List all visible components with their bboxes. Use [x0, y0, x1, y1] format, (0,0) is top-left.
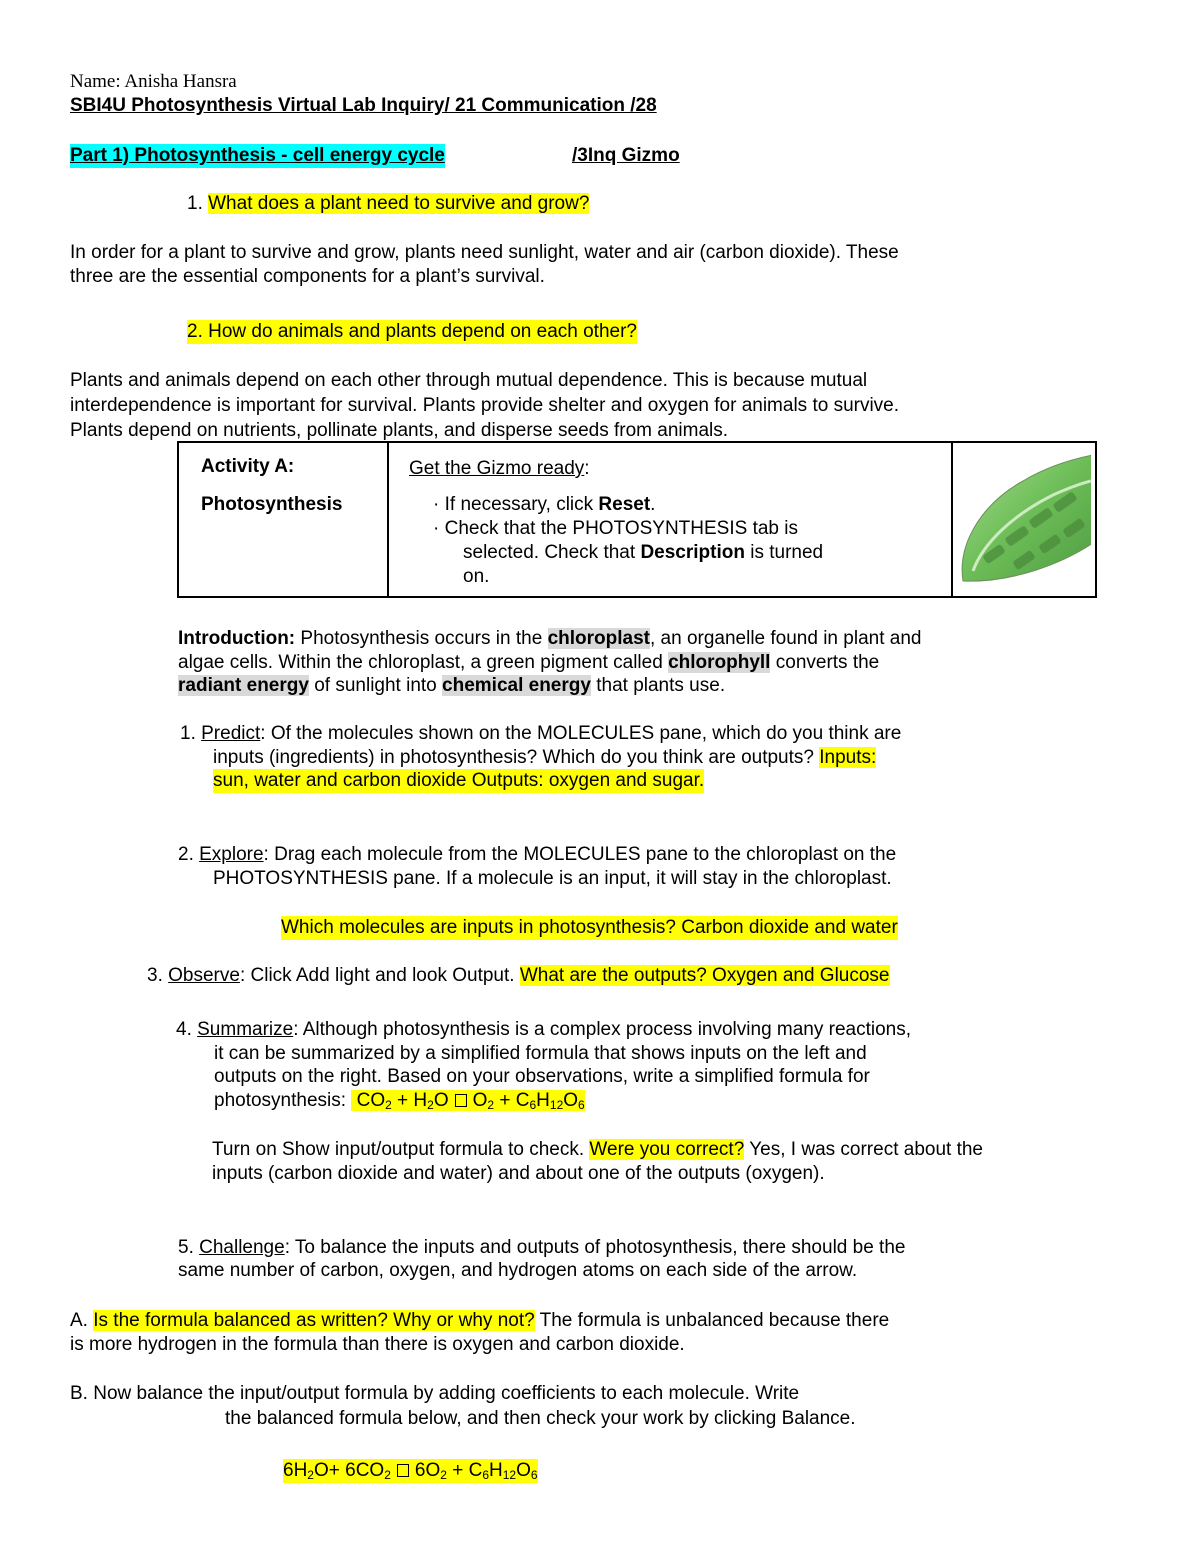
predict-line1: 1. Predict: Of the molecules shown on the MOLECULES pane, which do you think are [180, 723, 902, 744]
part1-marks: /3Inq Gizmo [572, 145, 680, 166]
summarize-line4: photosynthesis: $CO_2 + H_2O$ $O_2 + C_6H_{12}O_6$ [214, 1090, 585, 1112]
bullet-icon: · [433, 494, 440, 515]
activity-label: Activity A: [201, 456, 295, 477]
q1-number: 1. [187, 193, 209, 214]
get-ready-colon: : [584, 458, 590, 479]
term-chemical-energy: chemical energy [442, 675, 591, 696]
activity-label-cell [178, 442, 388, 597]
activity-image-cell [952, 442, 1096, 597]
challenge-line2: same number of carbon, oxygen, and hydrogen atoms on each side of the arrow. [178, 1260, 858, 1281]
chloroplast-image [953, 443, 1091, 593]
explore-label: Explore [199, 844, 264, 865]
answer-2-line1: Plants and animals depend on each other through mutual dependence. This is because mutual [70, 370, 868, 391]
answer-1-line2: three are the essential components for a plant’s survival. [70, 266, 545, 287]
simplified-formula: $CO_2 + H_2O$ $O_2 + C_6H_{12}O_6$ [351, 1090, 585, 1112]
summarize-label: Summarize [197, 1019, 294, 1040]
answer-2-line2: interdependence is important for survival. Plants provide shelter and oxygen for animals to survive. [70, 395, 900, 416]
arrow-icon [397, 1464, 409, 1477]
check-question: Were you correct? [589, 1139, 745, 1160]
q1-text: What does a plant need to survive and grow? [208, 193, 590, 214]
get-ready-heading [409, 457, 590, 481]
arrow-icon [455, 1094, 467, 1107]
step-2: · Check that the PHOTOSYNTHESIS tab is [433, 518, 799, 539]
balanced-formula: $6H_2O+ 6CO_2$ $6O_2 + C_6H_{12}O_6$ [283, 1460, 538, 1482]
summarize-line3: outputs on the right. Based on your observations, write a simplified formula for [214, 1066, 870, 1087]
answer-1-line1: In order for a plant to survive and grow, plants need sunlight, water and air (carbon dioxide). These [70, 242, 899, 263]
predict-answer: Inputs: [819, 747, 877, 768]
observe-label: Observe [168, 965, 240, 986]
part-b-line1: B. Now balance the input/output formula by adding coefficients to each molecule. Write [70, 1383, 800, 1404]
observe-answer: What are the outputs? Oxygen and Glucose [519, 965, 890, 986]
predict-answer-line2: sun, water and carbon dioxide Outputs: oxygen and sugar. [213, 770, 705, 791]
activity-table [177, 441, 1097, 598]
part-a-line2: is more hydrogen in the formula than there is oxygen and carbon dioxide. [70, 1334, 685, 1355]
activity-instructions-cell [388, 442, 952, 597]
intro-line1: Introduction: Photosynthesis occurs in the chloroplast, an organelle found in plant and [178, 628, 922, 649]
bullet-icon: · [433, 518, 440, 539]
question-1 [187, 192, 589, 216]
answer-2-line3: Plants depend on nutrients, pollinate plants, and disperse seeds from animals. [70, 420, 729, 441]
part1-heading: Part 1) Photosynthesis - cell energy cycle [70, 145, 445, 166]
step-2-end: on. [463, 566, 490, 587]
part-a-line1: A. Is the formula balanced as written? Why or why not? The formula is unbalanced because there [70, 1310, 890, 1331]
predict-label: Predict [201, 723, 261, 744]
part-b-line2: the balanced formula below, and then check your work by clicking Balance. [225, 1408, 856, 1429]
get-ready-text: Get the Gizmo ready [409, 458, 585, 479]
intro-line2: algae cells. Within the chloroplast, a green pigment called chlorophyll converts the [178, 652, 880, 673]
challenge-label: Challenge [199, 1237, 285, 1258]
check-line2: inputs (carbon dioxide and water) and about one of the outputs (oxygen). [212, 1163, 825, 1184]
description-term: Description [640, 542, 745, 563]
challenge-line1: 5. Challenge: To balance the inputs and outputs of photosynthesis, there should be the [178, 1237, 906, 1258]
term-chloroplast: chloroplast [547, 628, 650, 649]
check-line1: Turn on Show input/output formula to check. Were you correct? Yes, I was correct about the [212, 1139, 983, 1160]
step-2-cont: selected. Check that Description is turned [463, 542, 824, 563]
explore-line1: 2. Explore: Drag each molecule from the MOLECULES pane to the chloroplast on the [178, 844, 897, 865]
reset-term: Reset [598, 494, 651, 515]
summarize-line2: it can be summarized by a simplified formula that shows inputs on the left and [214, 1043, 867, 1064]
explore-line2: PHOTOSYNTHESIS pane. If a molecule is an input, it will stay in the chloroplast. [213, 868, 892, 889]
predict-line2: inputs (ingredients) in photosynthesis? Which do you think are outputs? Inputs: [213, 747, 877, 768]
explore-answer: Which molecules are inputs in photosynthesis? Carbon dioxide and water [281, 917, 898, 938]
intro-line3: radiant energy of sunlight into chemical energy that plants use. [178, 675, 726, 696]
observe-line: 3. Observe: Click Add light and look Output. What are the outputs? Oxygen and Glucose [147, 965, 890, 986]
summarize-line1: 4. Summarize: Although photosynthesis is a complex process involving many reactions, [176, 1019, 912, 1040]
name-line: Name: Anisha Hansra [70, 71, 237, 92]
term-chlorophyll: chlorophyll [668, 652, 771, 673]
question-2: 2. How do animals and plants depend on each other? [187, 321, 637, 342]
term-radiant-energy: radiant energy [178, 675, 309, 696]
part-a-question: Is the formula balanced as written? Why or why not? [93, 1310, 535, 1331]
intro-label: Introduction: [178, 628, 296, 649]
page-title: SBI4U Photosynthesis Virtual Lab Inquiry/ 21 Communication /28 [70, 95, 657, 116]
step-1: · If necessary, click Reset. [433, 494, 656, 515]
activity-name: Photosynthesis [201, 494, 343, 515]
